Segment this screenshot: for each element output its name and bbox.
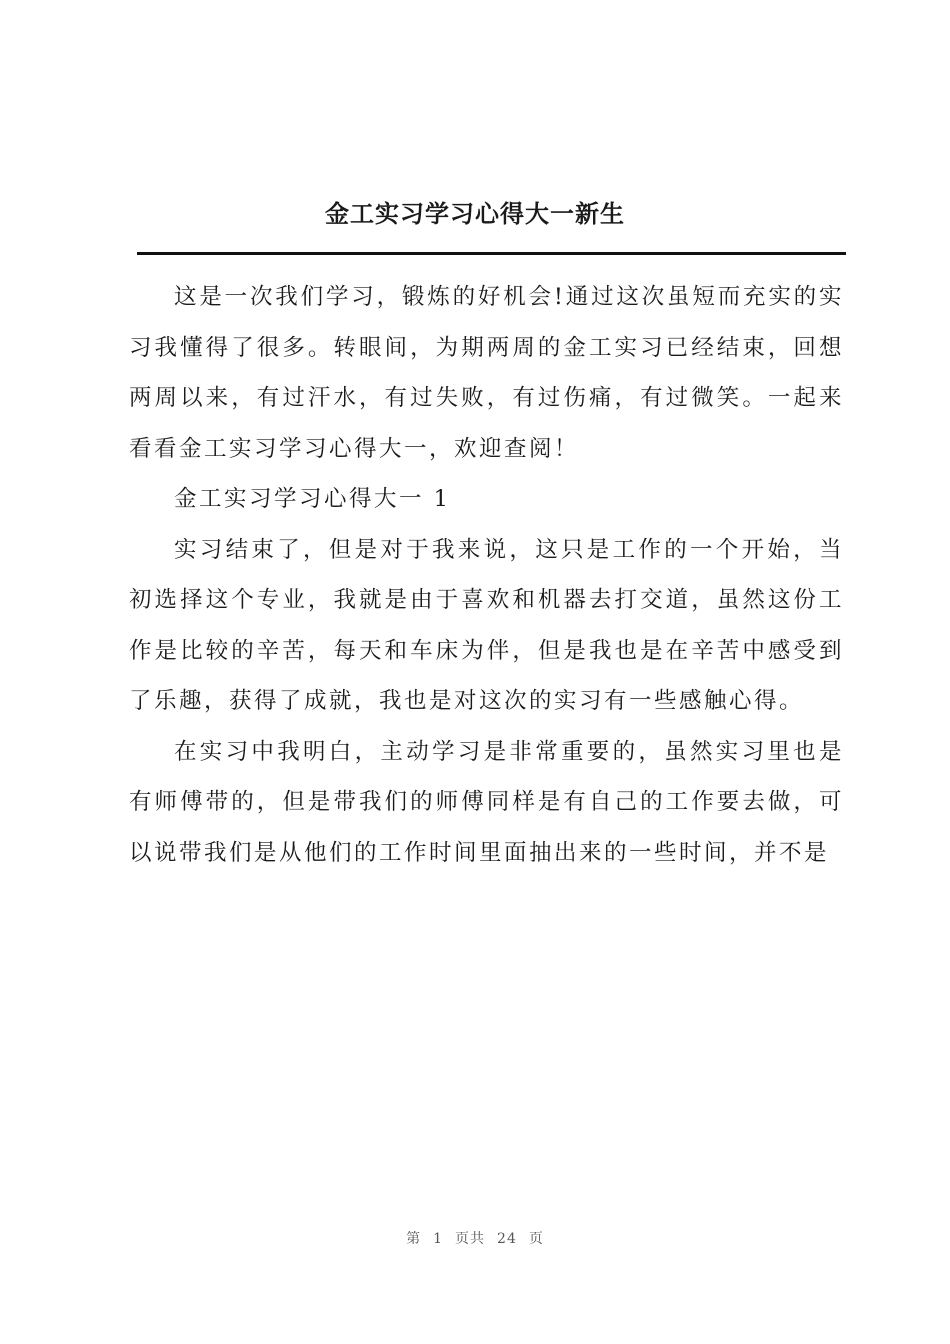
paragraph-section-1: 实习结束了，但是对于我来说，这只是工作的一个开始，当初选择这个专业，我就是由于喜欢和机器去打交道，虽然这份工作是比较的辛苦，每天和车床为伴，但是我也是在辛苦中感受到了乐趣，获得了成就，我也是对这次的实习有一些感触心得。 — [129, 536, 844, 714]
footer-total-pages: 24 — [497, 1231, 517, 1247]
paragraph-section-2: 在实习中我明白，主动学习是非常重要的，虽然实习里也是有师傅带的，但是带我们的师傅同样是有自己的工作要去做，可以说带我们是从他们的工作时间里面抽出来的一些时间，并不是 — [129, 738, 844, 866]
document-body — [129, 272, 844, 878]
footer-prefix: 第 — [406, 1231, 422, 1247]
footer-page-number: 1 — [433, 1231, 444, 1247]
footer-mid: 页共 — [455, 1231, 486, 1247]
title-divider — [137, 252, 846, 255]
paragraph-intro: 这是一次我们学习，锻炼的好机会!通过这次虽短而充实的实习我懂得了很多。转眼间，为期两周的金工实习已经结束，回想两周以来，有过汗水，有过失败，有过伤痛，有过微笑。一起来看看金工实习学习心得大一，欢迎查阅！ — [129, 284, 844, 462]
page-footer — [0, 1228, 950, 1248]
document-title: 金工实习学习心得大一新生 — [325, 199, 625, 228]
section-heading: 金工实习学习心得大一 1 — [174, 486, 451, 512]
footer-suffix: 页 — [528, 1231, 544, 1247]
